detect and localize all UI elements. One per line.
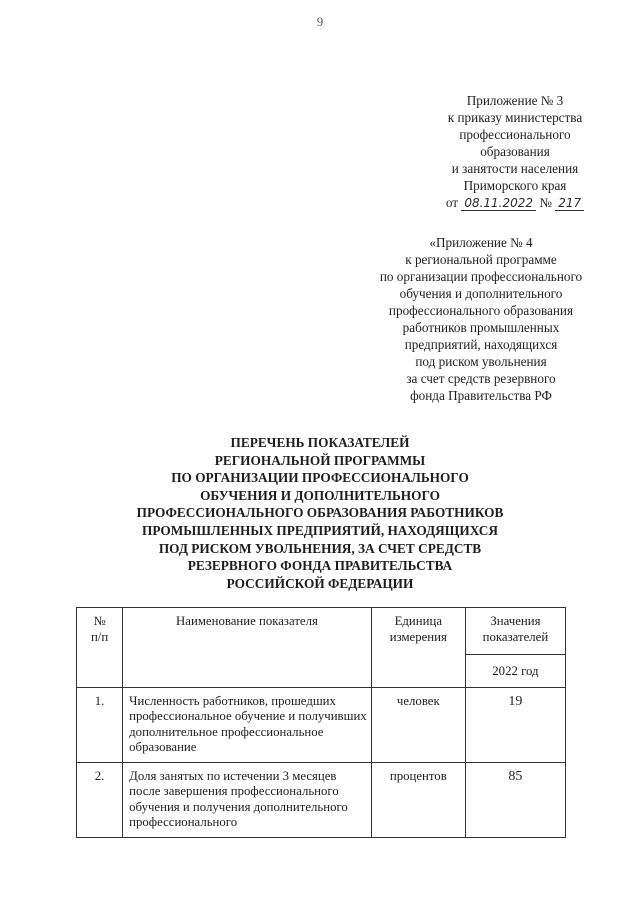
appendix-3-block (405, 92, 625, 212)
row-value: 85 (465, 762, 565, 837)
document-title (80, 434, 560, 592)
appendix-3-line: Приморского края (463, 178, 567, 193)
appendix-3-line: образования (480, 144, 550, 159)
title-line: ОБУЧЕНИЯ И ДОПОЛНИТЕЛЬНОГО (200, 487, 440, 503)
number-prefix: № (539, 195, 552, 210)
appendix-4-line: по организации профессионального (379, 269, 583, 284)
row-name: Численность работников, прошедших профессиональное обучение и получивших дополнительное профессиональное образование (123, 687, 372, 762)
appendix-4-line: «Приложение № 4 (429, 235, 533, 250)
header-values: Значения показателей (465, 608, 565, 655)
appendix-4-line: работников промышленных (402, 320, 560, 335)
appendix-3-line: к приказу министерства (447, 110, 583, 125)
row-name: Доля занятых по истечении 3 месяцев после завершения профессионального обучения и получения дополнительного профессионального (123, 762, 372, 837)
title-line: ПО ОРГАНИЗАЦИИ ПРОФЕССИОНАЛЬНОГО (171, 470, 469, 486)
appendix-4-line: предприятий, находящихся (404, 337, 558, 352)
appendix-4-line: к региональной программе (405, 252, 557, 267)
order-date-line (405, 194, 625, 212)
header-name: Наименование показателя (123, 608, 372, 688)
title-line: ПРОФЕССИОНАЛЬНОГО ОБРАЗОВАНИЯ РАБОТНИКОВ (136, 505, 504, 521)
handwritten-date: 08.11.2022 (461, 196, 536, 211)
table-header-row (77, 608, 566, 655)
header-num: № п/п (77, 608, 123, 688)
appendix-4-block (350, 234, 612, 404)
table-row (77, 762, 566, 837)
table-row (77, 687, 566, 762)
appendix-3-line: Приложение № 3 (466, 93, 564, 108)
title-line: РЕЗЕРВНОГО ФОНДА ПРАВИТЕЛЬСТВА (187, 558, 453, 574)
date-prefix: от (445, 195, 459, 210)
handwritten-number: 217 (555, 196, 584, 211)
page-number: 9 (316, 14, 324, 29)
header-year: 2022 год (465, 655, 565, 688)
appendix-4-line: за счет средств резервного (406, 371, 556, 386)
indicators-table (76, 607, 566, 838)
appendix-3-line: и занятости населения (451, 161, 579, 176)
row-num: 1. (77, 687, 123, 762)
appendix-3-line: профессионального (459, 127, 571, 142)
title-line: ПЕРЕЧЕНЬ ПОКАЗАТЕЛЕЙ (230, 435, 410, 450)
title-line: РОССИЙСКОЙ ФЕДЕРАЦИИ (226, 575, 414, 591)
title-line: ПРОМЫШЛЕННЫХ ПРЕДПРИЯТИЙ, НАХОДЯЩИХСЯ (141, 522, 499, 538)
row-unit: человек (371, 687, 465, 762)
appendix-4-line: под риском увольнения (415, 354, 547, 369)
appendix-4-line: обучения и дополнительного (399, 286, 563, 301)
row-unit: процентов (371, 762, 465, 837)
header-unit: Единица измерения (371, 608, 465, 688)
title-line: ПОД РИСКОМ УВОЛЬНЕНИЯ, ЗА СЧЕТ СРЕДСТВ (158, 540, 482, 556)
row-num: 2. (77, 762, 123, 837)
row-value: 19 (465, 687, 565, 762)
title-line: РЕГИОНАЛЬНОЙ ПРОГРАММЫ (214, 452, 426, 468)
appendix-4-line: фонда Правительства РФ (410, 388, 552, 403)
appendix-4-line: профессионального образования (388, 303, 574, 318)
